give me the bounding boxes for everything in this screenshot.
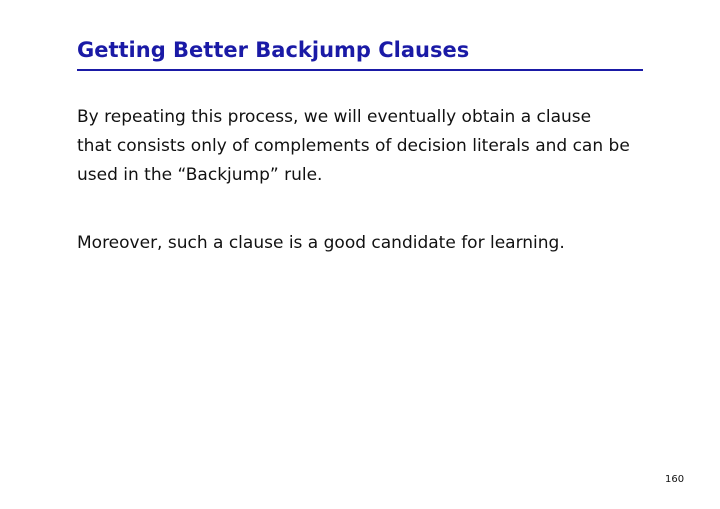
- slide-title: Getting Better Backjump Clauses: [77, 38, 470, 62]
- paragraph-learning-candidate: Moreover, such a clause is a good candidate for learning.: [77, 233, 565, 253]
- paragraph-line: By repeating this process, we will eventually obtain a clause: [77, 107, 592, 127]
- paragraph-backjump-clause: [77, 103, 647, 190]
- page-number: 160: [665, 474, 685, 485]
- paragraph-line: used in the “Backjump” rule.: [77, 165, 323, 185]
- title-underline: [77, 69, 643, 71]
- paragraph-line: that consists only of complements of decision literals and can be: [77, 136, 630, 156]
